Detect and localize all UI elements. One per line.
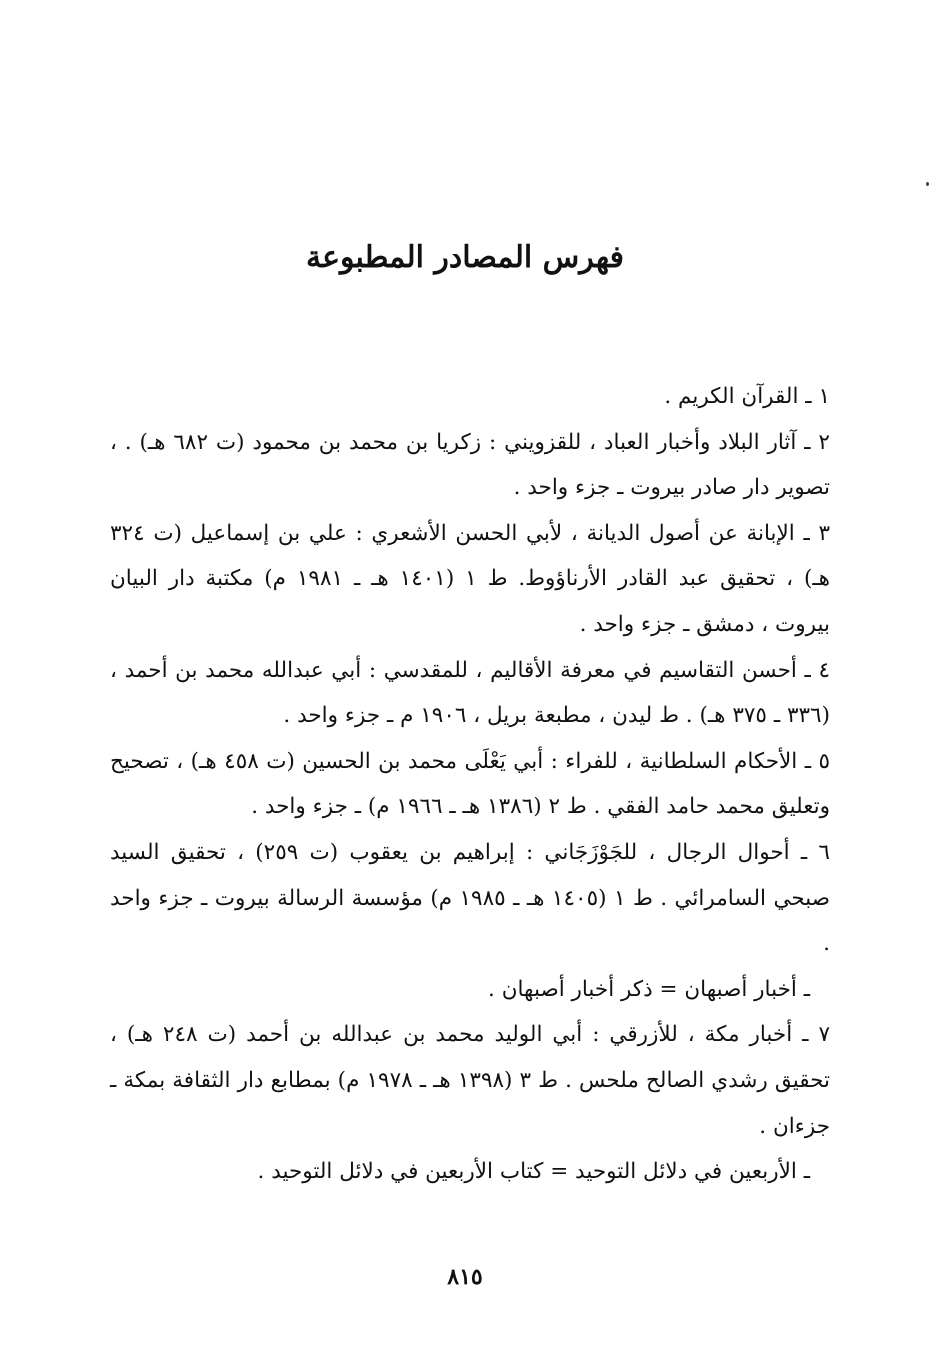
cross-reference — [110, 967, 830, 1013]
cross-reference-text: ـ الأربعين في دلائل التوحيد = كتاب الأربعين في دلائل التوحيد . — [257, 1159, 810, 1185]
entry-text: أحوال الرجال ، للجَوْزَجَاني : إبراهيم بن يعقوب (ت ٢٥٩) ، تحقيق السيد صبحي السامرائي . ط ١ (١٤٠٥ هـ ـ ١٩٨٥ م) مؤسسة الرسالة بيروت ـ جزء واحد . — [110, 839, 830, 957]
entry-text: القرآن الكريم . — [664, 384, 799, 409]
entry-number: ١ ـ — [805, 384, 830, 409]
bibliography-list — [110, 374, 830, 1195]
entry-number: ٤ ـ — [804, 657, 830, 683]
entry-number: ٥ ـ — [804, 748, 830, 774]
page-title: فهرس المصادر المطبوعة — [305, 240, 625, 275]
entry-text: الأحكام السلطانية ، للفراء : أبي يَعْلَى محمد بن الحسين (ت ٤٥٨ هـ) ، تصحيح وتعليق محمد حامد الفقي . ط ٢ (١٣٨٦ هـ ـ ١٩٦٦ م) ـ جزء واحد . — [110, 748, 830, 820]
entry-number: ٢ ـ — [804, 429, 830, 455]
entry-text: أحسن التقاسيم في معرفة الأقاليم ، للمقدسي : أبي عبدالله محمد بن أحمد ، (٣٣٦ ـ ٣٧٥ هـ) . ط ليدن ، مطبعة بريل ، ١٩٠٦ م ـ جزء واحد . — [110, 657, 830, 729]
cross-reference-text: ـ أخبار أصبهان = ذكر أخبار أصبهان . — [488, 976, 810, 1002]
bibliography-entry — [110, 374, 830, 420]
entry-number: ٦ ـ — [800, 839, 830, 865]
entry-text: الإبانة عن أصول الديانة ، لأبي الحسن الأشعري : علي بن إسماعيل (ت ٣٢٤ هـ) ، تحقيق عبد القادر الأرناؤوط. ط ١ (١٤٠١ هـ ـ ١٩٨١ م) مكتبة دار البيان بيروت ، دمشق ـ جزء واحد . — [110, 520, 830, 637]
entry-number: ٧ ـ — [802, 1022, 830, 1048]
entry-text: أخبار مكة ، للأزرقي : أبي الوليد محمد بن عبدالله بن أحمد (ت ٢٤٨ هـ) ، تحقيق رشدي الصالح ملحس . ط ٣ (١٣٩٨ هـ ـ ١٩٧٨ م) بمطابع دار الثقافة بمكة ـ جزءان . — [110, 1022, 830, 1139]
bibliography-entry — [110, 420, 830, 511]
page-number: ٨١٥ — [447, 1264, 483, 1290]
bibliography-entry — [110, 648, 830, 739]
bibliography-entry — [110, 1012, 830, 1149]
scan-speck — [926, 182, 929, 186]
bibliography-entry — [110, 830, 830, 967]
bibliography-entry — [110, 739, 830, 830]
cross-reference — [110, 1149, 830, 1195]
entry-number: ٣ ـ — [803, 520, 831, 546]
bibliography-entry — [110, 511, 830, 648]
entry-text: آثار البلاد وأخبار العباد ، للقزويني : زكريا بن محمد بن محمود (ت ٦٨٢ هـ) . ، تصوير دار صادر بيروت ـ جزء واحد . — [110, 429, 830, 501]
